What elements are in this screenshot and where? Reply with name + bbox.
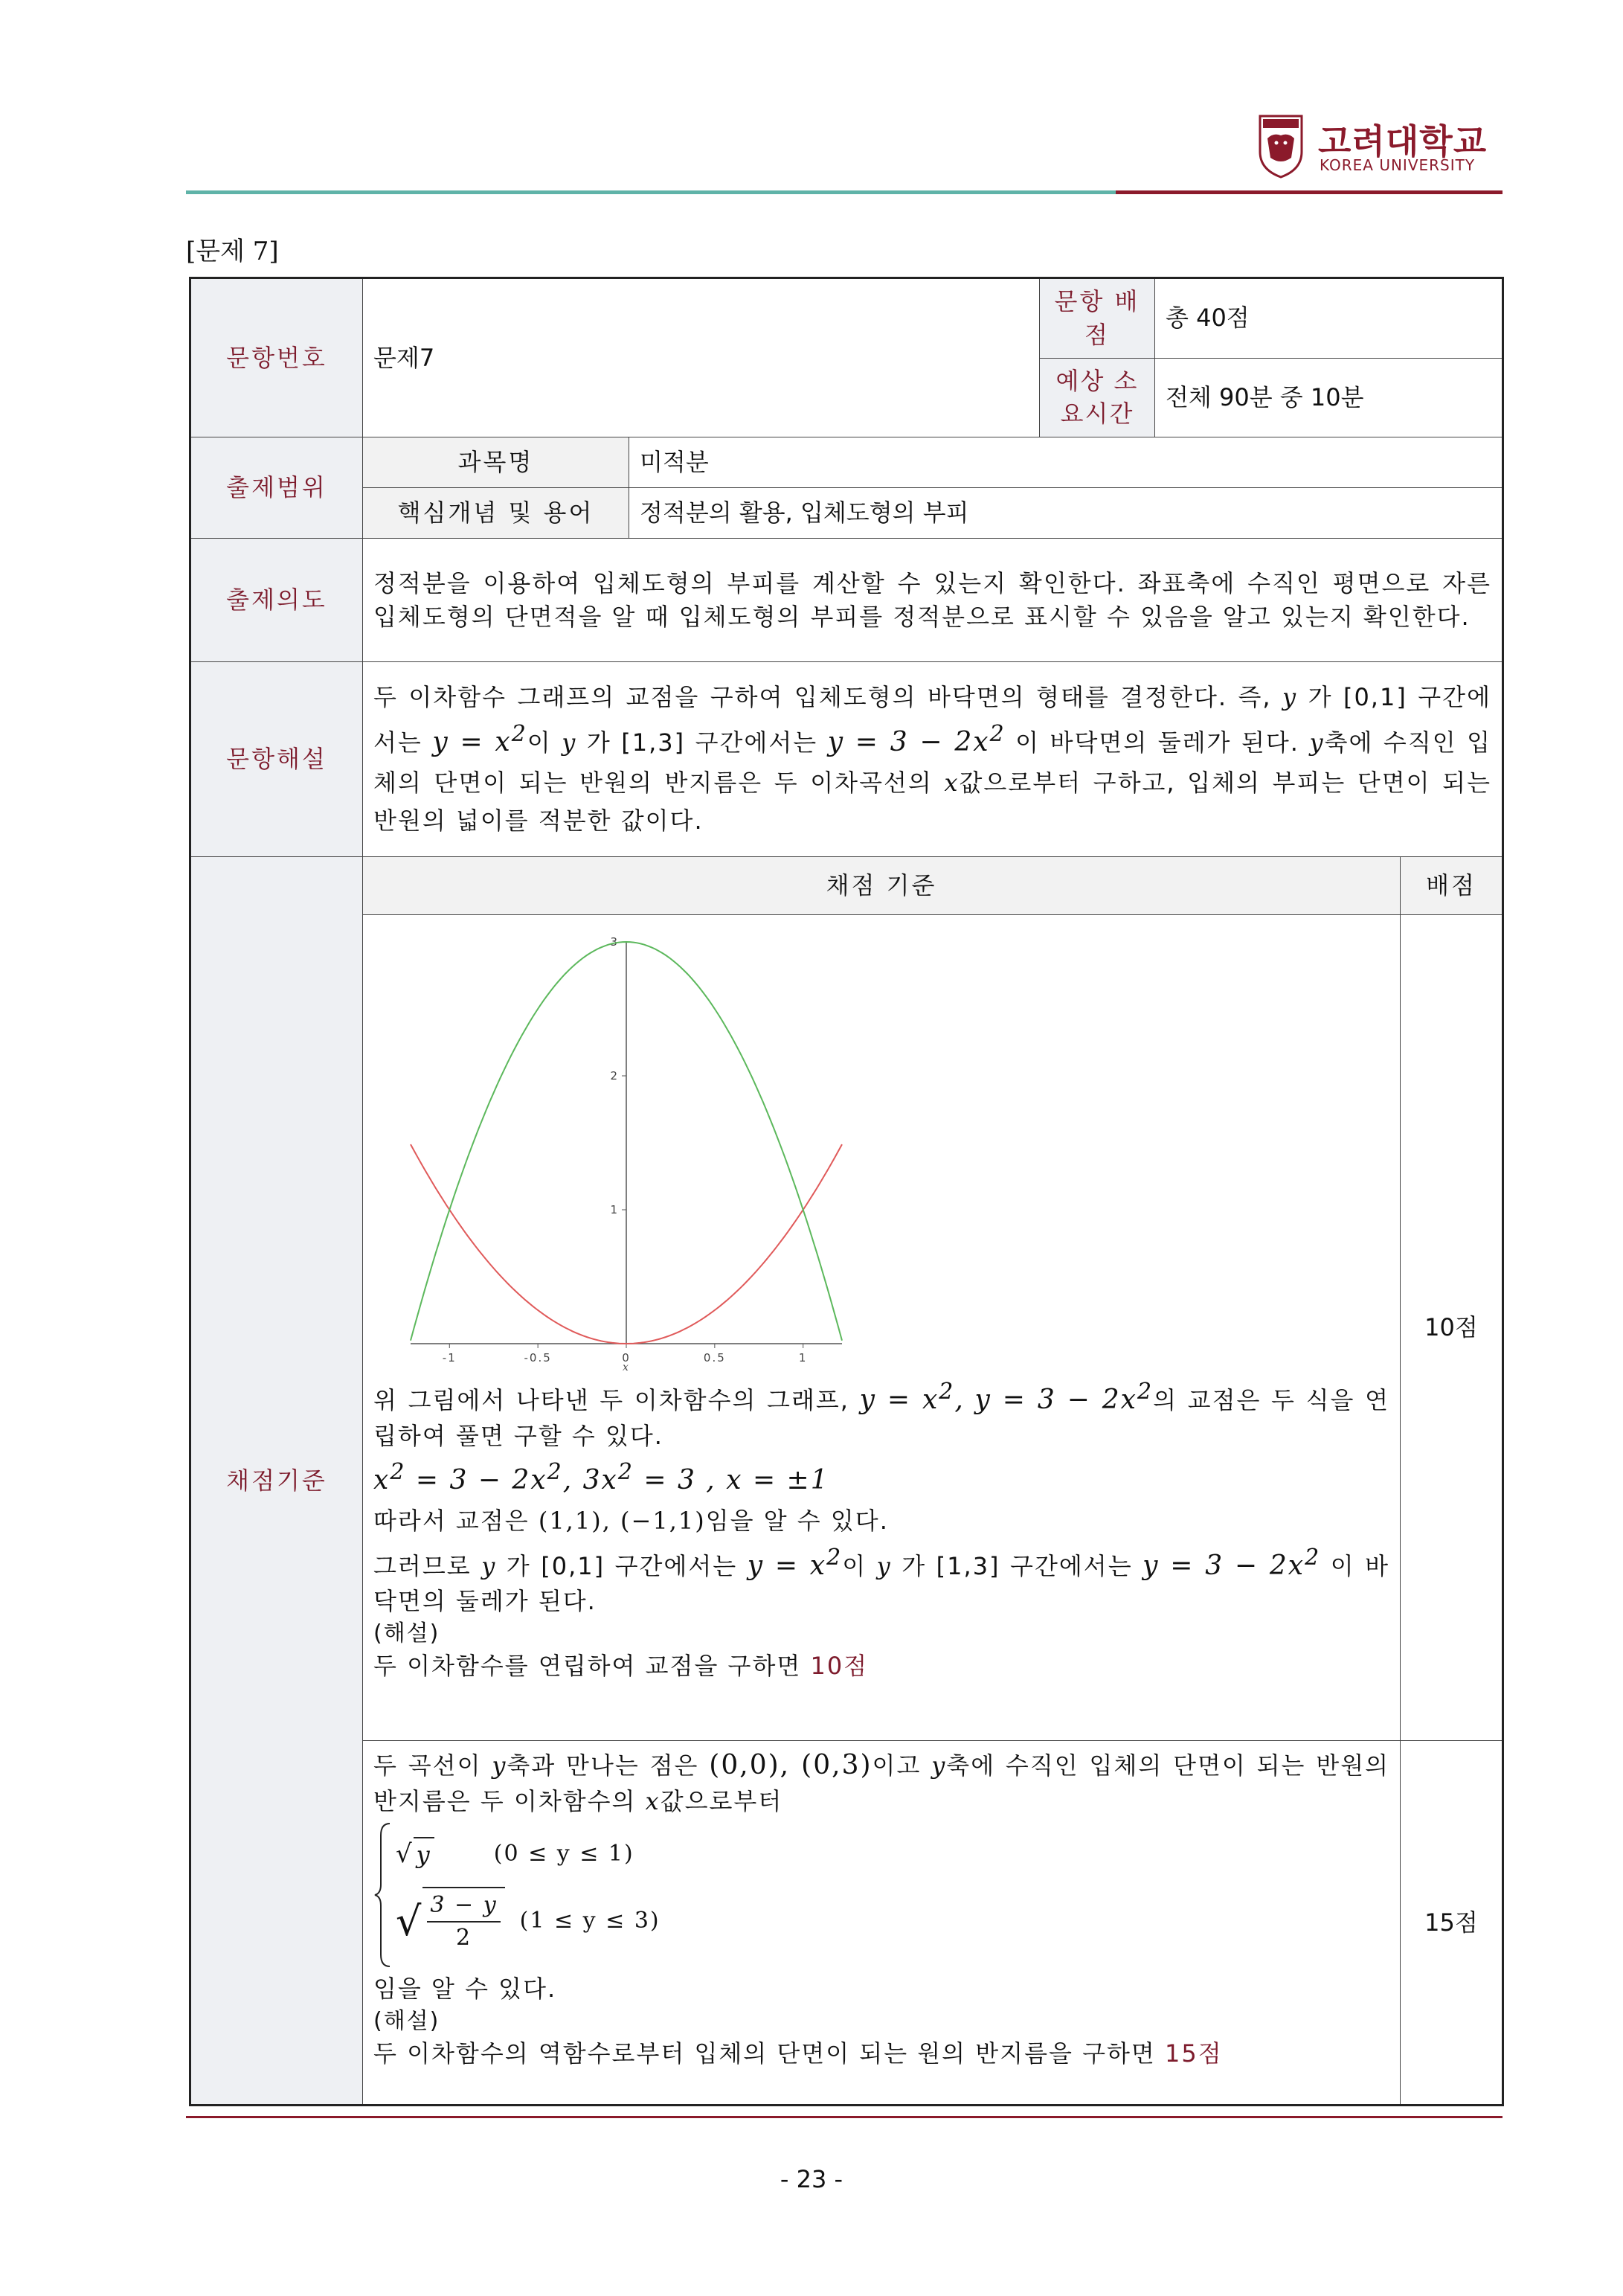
footer-divider [186, 2116, 1503, 2118]
col-criteria: 채점 기준 [363, 857, 1401, 915]
note-2: 두 이차함수의 역함수로부터 입체의 단면이 되는 원의 반지름을 구하면 15점 [373, 2039, 1223, 2068]
x-tick-label: -1 [442, 1351, 457, 1365]
label-points: 문항 배점 [1040, 278, 1155, 359]
label-time: 예상 소요시간 [1040, 358, 1155, 437]
logo-korean-name: 고려대학교 [1318, 121, 1488, 161]
label-grading: 채점기준 [190, 857, 363, 2106]
criteria-row-2: 두 곡선이 y축과 만나는 점은 (0,0), (0,3)이고 y축에 수직인 입체의 단면이 되는 반원의 반지름은 두 이차함수의 x값으로부터 √ y (0 ≤ y ≤ 1) √ 3 − y 2 (1 ≤ y ≤ 3) 임을 알 수 있다. (해설) 두 이차함수의 역함수로부터 입체의 단면이 되는 원의 반지름을 구하면 15점 [363, 1741, 1401, 2106]
score-row-2: 15점 [1401, 1741, 1503, 2106]
label-explanation: 문항해설 [190, 662, 363, 857]
x-tick-label: 0 [622, 1351, 631, 1365]
x-tick-label: 1 [798, 1351, 808, 1365]
col-score: 배점 [1401, 857, 1503, 915]
left-brace-icon [373, 1821, 393, 1969]
formula-3-minus-2x-squared: $y = 3 - 2x^2$ [827, 721, 1006, 758]
explanation-text: 두 이차함수 그래프의 교점을 구하여 입체도형의 바닥면의 형태를 결정한다. 즉, y 가 [0,1] 구간에서는 $y = x^2$이 y 가 [1,3] 구간에서는 $y = 3 - 2x^2$ 이 바닥면의 둘레가 된다. y축에 수직인 입체의 단면이 되는 반원의 반지름은 두 이차곡선의 x값으로부터 구하고, 입체의 부피는 단면이 되는 반원의 넓이를 적분한 값이다. [363, 662, 1503, 857]
note-label-1: (해설) [373, 1620, 440, 1646]
concepts: 정적분의 활용, 입체도형의 부피 [629, 488, 1503, 539]
label-scope: 출제범위 [190, 437, 363, 539]
note-label-2: (해설) [373, 2008, 440, 2035]
university-logo [1257, 110, 1540, 192]
y-tick-label: 2 [610, 1069, 619, 1083]
formula-x-squared: $y = x^2$ [432, 721, 527, 758]
problem-title: [문제 7] [186, 237, 279, 266]
piecewise-radius: √ y (0 ≤ y ≤ 1) √ 3 − y 2 (1 ≤ y ≤ 3) [373, 1821, 1389, 1969]
y-tick-label: 1 [610, 1203, 619, 1217]
points: 총 40점 [1155, 278, 1503, 359]
parabola-graph [388, 927, 864, 1373]
problem-table [189, 277, 1504, 2106]
note-1: 두 이차함수를 연립하여 교점을 구하면 10점 [373, 1651, 869, 1680]
label-item-no: 문항번호 [190, 278, 363, 437]
criteria-row-1: -1 -0.5 0 0.5 1 1 2 3 x 위 그림에서 나타낸 두 이차함수의 그래프, $y = x^2$, $y = 3 - 2x^2$의 교점은 두 식을 연립하여 풀면 구할 수 있다. $x^2 = 3 - 2x^2$, $3x^2 = 3$ , x = ±1 따라서 교점은 (1,1), (−1,1)임을 알 수 있다. 그러므로 y 가 [0,1] 구간에서는 $y = x^2$이 y 가 [1,3] 구간에서는 $y = 3 - 2x^2$ 이 바닥면의 둘레가 된다. (해설) 두 이차함수를 연립하여 교점을 구하면 10점 [363, 915, 1401, 1741]
x-tick-label: -0.5 [524, 1351, 552, 1365]
intersection-equation: $x^2 = 3 - 2x^2$, $3x^2 = 3$ , x = ±1 [373, 1459, 829, 1496]
label-subject: 과목명 [363, 437, 629, 488]
item-no: 문제7 [363, 278, 1040, 437]
subject: 미적분 [629, 437, 1503, 488]
header-divider-red [1116, 190, 1503, 194]
intent-text: 정적분을 이용하여 입체도형의 부피를 계산할 수 있는지 확인한다. 좌표축에 수직인 평면으로 자른 입체도형의 단면적을 알 때 입체도형의 부피를 정적분으로 표시할 수 있음을 알고 있는지 확인한다. [363, 539, 1503, 662]
header-divider-teal [186, 190, 1116, 194]
logo-english-name: KOREA UNIVERSITY [1320, 156, 1476, 174]
x-axis-label: x [623, 1362, 630, 1374]
x-tick-label: 0.5 [703, 1351, 726, 1365]
shield-icon [1257, 113, 1305, 179]
label-concepts: 핵심개념 및 용어 [363, 488, 629, 539]
label-intent: 출제의도 [190, 539, 363, 662]
page-number: - 23 - [780, 2165, 843, 2193]
time: 전체 90분 중 10분 [1155, 358, 1503, 437]
y-tick-label: 3 [610, 935, 619, 949]
score-row-1: 10점 [1401, 915, 1503, 1741]
